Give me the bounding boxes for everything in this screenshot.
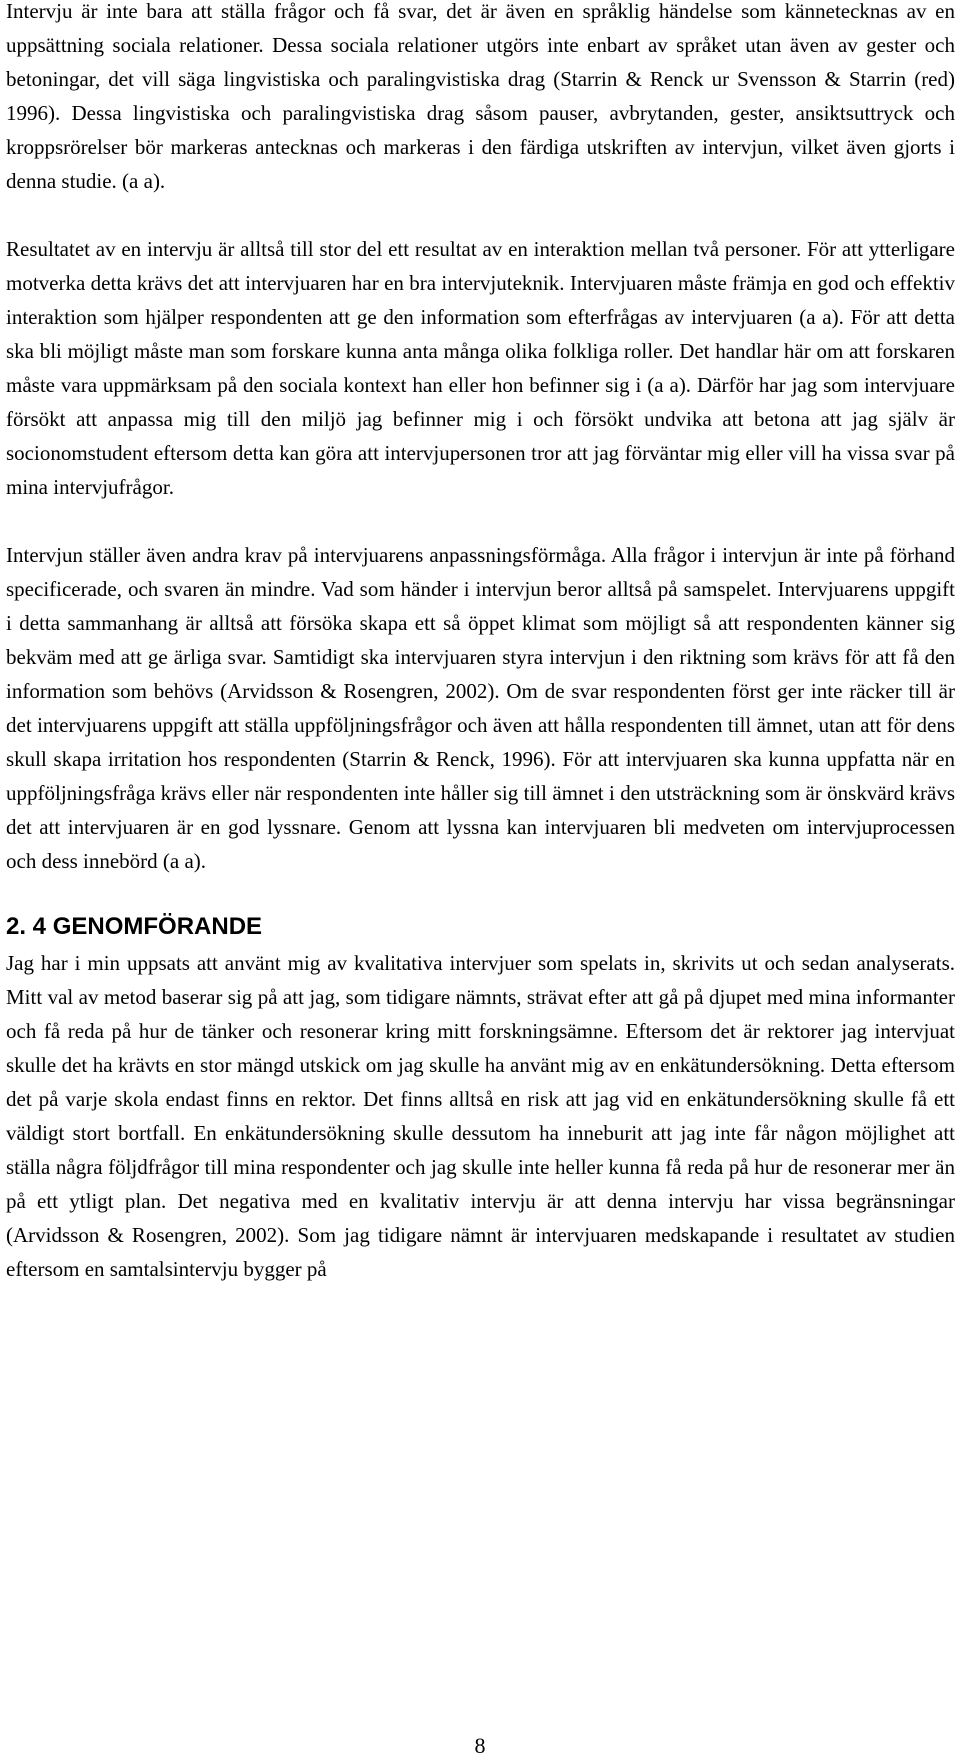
body-paragraph-3: Intervjun ställer även andra krav på intervjuarens anpassningsförmåga. Alla frågor i intervjun är inte på förhand specificerade, och svaren än mindre. Vad som händer i intervjun beror alltså på samspelet. Intervjuarens uppgift i detta sammanhang är alltså att försöka skapa ett så öppet klimat som möjligt så att respondenten känner sig bekväm med att ge ärliga svar. Samtidigt ska intervjuaren styra intervjun i den riktning som krävs för att få den information som behövs (Arvidsson & Rosengren, 2002). Om de svar respondenten först ger inte räcker till är det intervjuarens uppgift att ställa uppföljningsfrågor och även att hålla respondenten till ämnet, utan att för dens skull skapa irritation hos respondenten (Starrin & Renck, 1996). För att intervjuaren ska kunna uppfatta när en uppföljningsfråga krävs eller när respondenten inte håller sig till ämnet i den utsträckning som är önskvärd krävs det att intervjuaren är en god lyssnare. Genom att lyssna kan intervjuaren bli medveten om intervjuprocessen och dess innebörd (a a).: [6, 543, 955, 873]
document-page: [6, 0, 955, 1286]
section-paragraph: Jag har i min uppsats att använt mig av kvalitativa intervjuer som spelats in, skrivits ut och sedan analyserats. Mitt val av metod baserar sig på att jag, som tidigare nämnts, strävat efter att gå på djupet med mina informanter och få reda på hur de tänker och resonerar kring mitt forskningsämne. Eftersom det är rektorer jag intervjuat skulle det ha krävts en stor mängd utskick om jag skulle ha använt mig av en enkätundersökning. Detta eftersom det på varje skola endast finns en rektor. Det finns alltså en risk att jag vid en enkätundersökning skulle få ett väldigt stort bortfall. En enkätundersökning skulle dessutom ha inneburit att jag inte får någon möjlighet att ställa några följdfrågor till mina respondenter och jag skulle inte heller kunna få reda på hur de resonerar mer än på ett ytligt plan. Det negativa med en kvalitativ intervju är att denna intervju har vissa begränsningar (Arvidsson & Rosengren, 2002). Som jag tidigare nämnt är intervjuaren medskapande i resultatet av studien eftersom en samtalsintervju bygger på: [6, 951, 955, 1281]
paragraph-spacer: [6, 198, 955, 232]
page-number: 8: [474, 1733, 486, 1758]
paragraph-spacer: [6, 504, 955, 538]
body-paragraph-1: Intervju är inte bara att ställa frågor och få svar, det är även en språklig händelse som kännetecknas av en uppsättning sociala relationer. Dessa sociala relationer utgörs inte enbart av språket utan även av gester och betoningar, det vill säga lingvistiska och paralingvistiska drag (Starrin & Renck ur Svensson & Starrin (red) 1996). Dessa lingvistiska och paralingvistiska drag såsom pauser, avbrytanden, gester, ansiktsuttryck och kroppsrörelser bör markeras antecknas och markeras i den färdiga utskriften av intervjun, vilket även gjorts i denna studie. (a a).: [6, 0, 955, 193]
section-heading: 2. 4 GENOMFÖRANDE: [6, 913, 263, 940]
body-paragraph-2: Resultatet av en intervju är alltså till stor del ett resultat av en interaktion mellan två personer. För att ytterligare motverka detta krävs det att intervjuaren har en bra intervjuteknik. Intervjuaren måste främja en god och effektiv interaktion som hjälper respondenten att ge den information som efterfrågas av intervjuaren (a a). För att detta ska bli möjligt måste man som forskare kunna anta många olika folkliga roller. Det handlar här om att forskaren måste vara uppmärksam på den sociala kontext han eller hon befinner sig i (a a). Därför har jag som intervjuare försökt att anpassa mig till den miljö jag befinner mig i och försökt undvika att betona att jag själv är socionomstudent eftersom detta kan göra att intervjupersonen tror att jag förväntar mig eller vill ha vissa svar på mina intervjufrågor.: [6, 237, 955, 499]
